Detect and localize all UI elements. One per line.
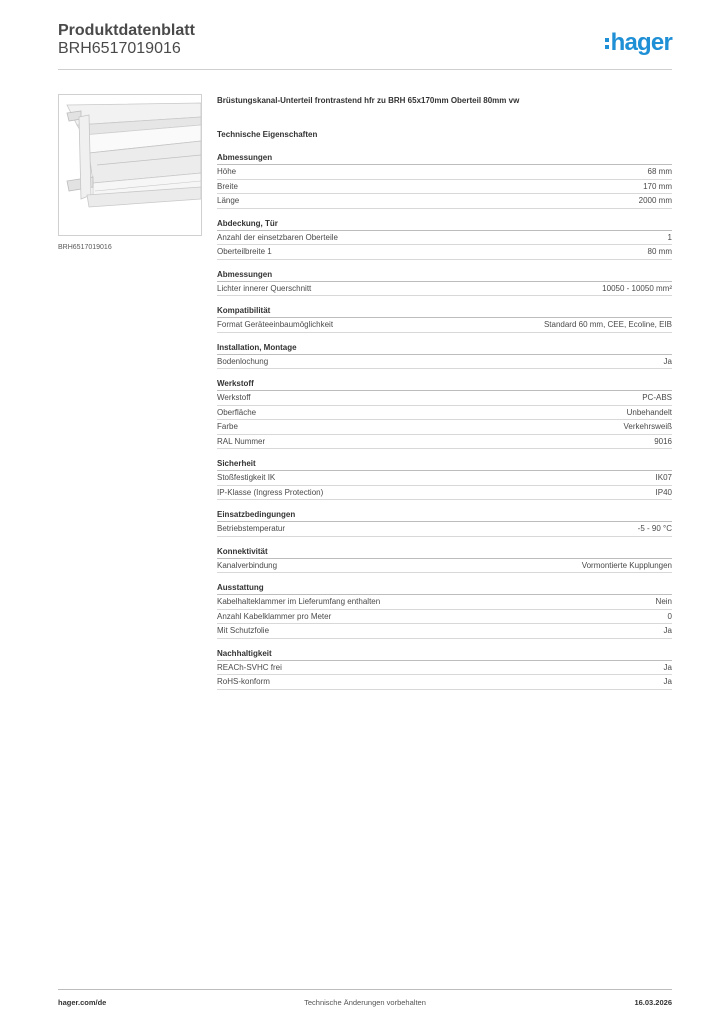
spec-row — [217, 165, 672, 180]
section-title: Konnektivität — [217, 545, 672, 559]
spec-label: Höhe — [217, 167, 237, 177]
spec-row — [217, 675, 672, 690]
spec-row — [217, 595, 672, 610]
spec-value: Ja — [663, 356, 672, 366]
spec-section — [217, 457, 672, 500]
spec-row — [217, 610, 672, 625]
logo-text: hager — [610, 29, 672, 56]
product-description: Brüstungskanal-Unterteil frontrastend hfr zu BRH 65x170mm Oberteil 80mm vw — [217, 96, 520, 105]
spec-label: Lichter innerer Querschnitt — [217, 283, 312, 293]
spec-label: Stoßfestigkeit IK — [217, 473, 276, 483]
spec-row — [217, 318, 672, 333]
section-title: Abmessungen — [217, 268, 672, 282]
section-title: Einsatzbedingungen — [217, 508, 672, 522]
spec-section — [217, 268, 672, 297]
section-title: Ausstattung — [217, 581, 672, 595]
spec-label: Farbe — [217, 422, 238, 432]
spec-label: Anzahl Kabelklammer pro Meter — [217, 611, 332, 621]
spec-row — [217, 559, 672, 574]
spec-label: Kanalverbindung — [217, 560, 278, 570]
product-number: BRH6517019016 — [58, 40, 181, 57]
spec-value: Verkehrsweiß — [623, 422, 672, 432]
section-title: Nachhaltigkeit — [217, 647, 672, 661]
product-image — [58, 94, 202, 236]
spec-section — [217, 151, 672, 209]
spec-label: IP-Klasse (Ingress Protection) — [217, 487, 324, 497]
spec-section — [217, 581, 672, 639]
spec-row — [217, 194, 672, 209]
spec-label: Werkstoff — [217, 393, 251, 403]
spec-value: 170 mm — [643, 181, 672, 191]
spec-value: Ja — [663, 626, 672, 636]
spec-section — [217, 341, 672, 370]
section-title: Sicherheit — [217, 457, 672, 471]
product-image-caption: BRH6517019016 — [58, 244, 112, 251]
spec-value: Ja — [663, 677, 672, 687]
spec-label: REACh-SVHC frei — [217, 662, 282, 672]
spec-value: 1 — [667, 232, 672, 242]
spec-row — [217, 471, 672, 486]
spec-label: Oberteilbreite 1 — [217, 247, 272, 257]
footer-notice: Technische Änderungen vorbehalten — [304, 998, 426, 1007]
spec-label: RoHS-konform — [217, 677, 270, 687]
section-title: Kompatibilität — [217, 304, 672, 318]
spec-row — [217, 435, 672, 450]
spec-row — [217, 522, 672, 537]
spec-value: 9016 — [654, 436, 672, 446]
spec-value: Unbehandelt — [626, 407, 672, 417]
spec-row — [217, 486, 672, 501]
section-title: Installation, Montage — [217, 341, 672, 355]
spec-section — [217, 304, 672, 333]
cable-duct-illustration — [59, 95, 201, 235]
spec-value: IK07 — [655, 473, 672, 483]
section-title: Werkstoff — [217, 377, 672, 391]
spec-value: 80 mm — [647, 247, 672, 257]
spec-value: IP40 — [655, 487, 672, 497]
page-footer — [58, 989, 672, 1013]
spec-label: Länge — [217, 196, 240, 206]
spec-section — [217, 647, 672, 690]
section-title: Abdeckung, Tür — [217, 217, 672, 231]
spec-value: 2000 mm — [638, 196, 672, 206]
spec-section — [217, 217, 672, 260]
spec-label: RAL Nummer — [217, 436, 266, 446]
spec-section — [217, 545, 672, 574]
spec-sections — [217, 151, 672, 690]
spec-label: Betriebstemperatur — [217, 524, 286, 534]
spec-label: Anzahl der einsetzbaren Oberteile — [217, 232, 338, 242]
spec-value: 0 — [667, 611, 672, 621]
footer-website: hager.com/de — [58, 998, 107, 1007]
spec-row — [217, 624, 672, 639]
spec-label: Bodenlochung — [217, 356, 269, 366]
spec-row — [217, 420, 672, 435]
spec-label: Kabelhalteklammer im Lieferumfang enthalten — [217, 597, 381, 607]
spec-row — [217, 231, 672, 246]
spec-value: Standard 60 mm, CEE, Ecoline, EIB — [543, 320, 672, 330]
spec-row — [217, 245, 672, 260]
section-title: Abmessungen — [217, 151, 672, 165]
spec-value: Ja — [663, 662, 672, 672]
spec-row — [217, 391, 672, 406]
spec-content — [217, 96, 672, 698]
hager-logo — [605, 30, 672, 56]
spec-label: Oberfläche — [217, 407, 257, 417]
spec-section — [217, 508, 672, 537]
footer-date: 16.03.2026 — [634, 998, 672, 1007]
document-title: Produktdatenblatt — [58, 22, 195, 39]
spec-row — [217, 406, 672, 421]
technical-properties-heading: Technische Eigenschaften — [217, 130, 318, 139]
spec-value: Nein — [655, 597, 672, 607]
spec-section — [217, 377, 672, 449]
spec-value: PC-ABS — [642, 393, 672, 403]
spec-row — [217, 180, 672, 195]
spec-value: 10050 - 10050 mm² — [602, 283, 672, 293]
spec-label: Format Geräteeinbaumöglichkeit — [217, 320, 334, 330]
spec-row — [217, 355, 672, 370]
spec-row — [217, 661, 672, 676]
logo-dots-icon — [605, 38, 609, 49]
page-header — [58, 20, 672, 70]
spec-value: 68 mm — [647, 167, 672, 177]
spec-label: Breite — [217, 181, 238, 191]
spec-value: Vormontierte Kupplungen — [581, 560, 672, 570]
spec-label: Mit Schutzfolie — [217, 626, 270, 636]
spec-row — [217, 282, 672, 297]
spec-value: -5 - 90 °C — [637, 524, 672, 534]
